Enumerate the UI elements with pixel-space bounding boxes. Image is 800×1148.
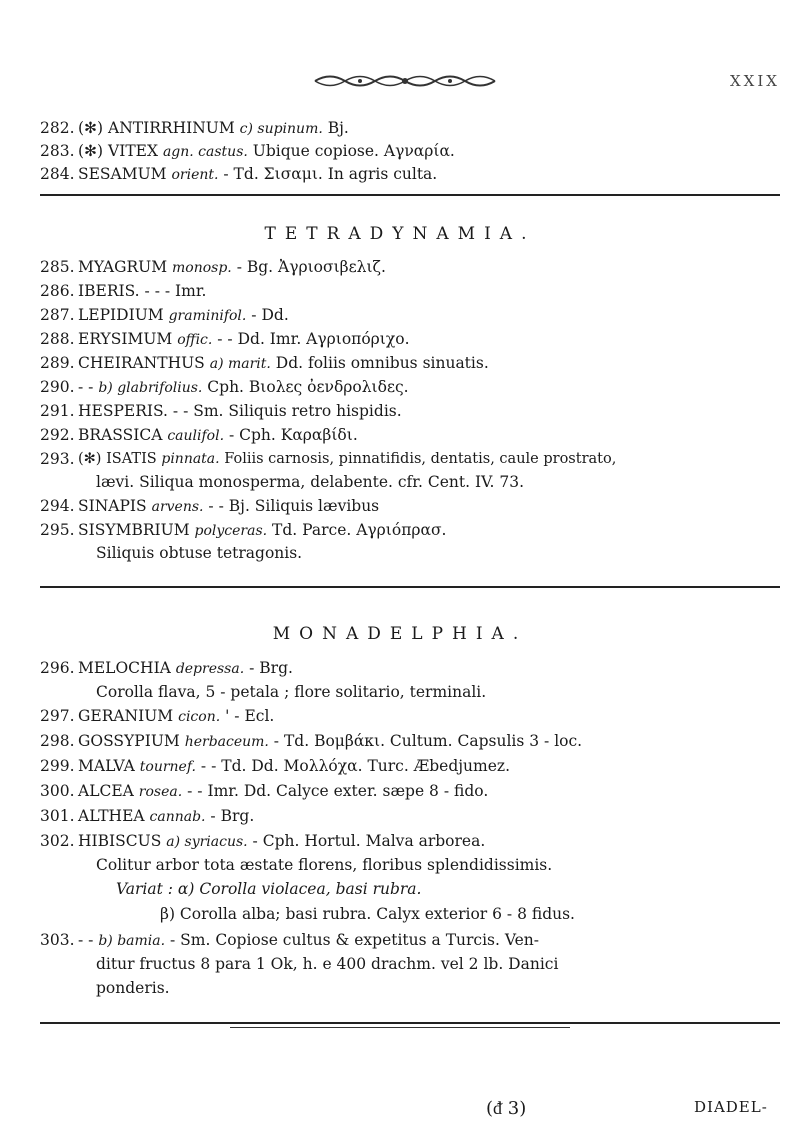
entry-number: 285.	[40, 258, 75, 276]
entry-number: 290.	[40, 378, 75, 396]
entry-line: GOSSYPIUM herbaceum. - Td. Βομβάκι. Cultum. Capsulis 3 - loc.	[78, 732, 583, 750]
entry-number: 293.	[40, 450, 75, 468]
entry-line: ALTHEA cannab. - Brg.	[78, 807, 255, 825]
entry-number: 302.	[40, 832, 75, 850]
entry-number: 303.	[40, 931, 75, 949]
entry-line: LEPIDIUM graminifol. - Dd.	[78, 306, 289, 324]
entry-continuation: Siliquis obtuse tetragonis.	[96, 544, 303, 562]
entry-line: - - b) glabrifolius. Cph. Βιολες ὀενδρολιδες.	[78, 378, 409, 396]
entry-line: ERYSIMUM offic. - - Dd. Imr. Αγριοπόριχο.	[78, 330, 410, 348]
entry-continuation: β) Corolla alba; basi rubra. Calyx exterior 6 - 8 fidus.	[160, 905, 575, 923]
entry-number: 283.	[40, 142, 75, 160]
footer-divider	[40, 1022, 780, 1024]
entry-number: 289.	[40, 354, 75, 372]
entry-line: BRASSICA caulifol. - Cph. Καραβίδι.	[78, 426, 358, 444]
entry-line: SESAMUM orient. - Td. Σισαμι. In agris culta.	[78, 165, 438, 183]
entry-continuation: ditur fructus 8 para 1 Ok, h. e 400 drachm. vel 2 lb. Danici	[96, 955, 559, 973]
signature-mark: (ᵭ 3)	[486, 1098, 527, 1119]
entry-line: HIBISCUS a) syriacus. - Cph. Hortul. Malva arborea.	[78, 832, 486, 850]
entry-number: 282.	[40, 119, 75, 137]
entry-number: 291.	[40, 402, 75, 420]
catchword: DIADEL-	[694, 1098, 768, 1116]
section-divider	[40, 586, 780, 588]
section-heading: MONADELPHIA.	[272, 624, 528, 644]
entry-line: GERANIUM cicon. ' - Ecl.	[78, 707, 275, 725]
entry-number: 299.	[40, 757, 75, 775]
entry-number: 288.	[40, 330, 75, 348]
entry-line: SISYMBRIUM polyceras. Td. Parce. Αγριόπρασ.	[78, 521, 447, 539]
entry-continuation: Variat : α) Corolla violacea, basi rubra.	[116, 880, 422, 898]
entry-line: MELOCHIA depressa. - Brg.	[78, 659, 293, 677]
entry-line: SINAPIS arvens. - - Bj. Siliquis lævibus	[78, 497, 380, 515]
entry-line: (✻) VITEX agn. castus. Ubique copiose. Αγναρία.	[78, 142, 455, 160]
entry-number: 297.	[40, 707, 75, 725]
entry-continuation: Corolla flava, 5 - petala ; flore solitario, terminali.	[96, 683, 487, 701]
entry-number: 286.	[40, 282, 75, 300]
entry-number: 296.	[40, 659, 75, 677]
entry-line: - - b) bamia. - Sm. Copiose cultus & expetitus a Turcis. Ven-	[78, 931, 540, 949]
entry-continuation: ponderis.	[96, 979, 170, 997]
entry-continuation: lævi. Siliqua monosperma, delabente. cfr. Cent. IV. 73.	[96, 473, 525, 491]
section-divider	[40, 194, 780, 196]
entry-number: 295.	[40, 521, 75, 539]
entry-line: MALVA tournef. - - Td. Dd. Μολλόχα. Turc. Æbedjumez.	[78, 757, 511, 775]
entry-line: HESPERIS. - - Sm. Siliquis retro hispidis.	[78, 402, 402, 420]
entry-line: (✻) ISATIS pinnata. Foliis carnosis, pinnatifidis, dentatis, caule prostrato,	[78, 451, 617, 467]
entry-line: CHEIRANTHUS a) marit. Dd. foliis omnibus sinuatis.	[78, 354, 489, 372]
entry-continuation: Colitur arbor tota æstate florens, floribus splendidissimis.	[96, 856, 553, 874]
entry-line: ALCEA rosea. - - Imr. Dd. Calyce exter. sæpe 8 - fido.	[78, 782, 489, 800]
decorative-ornament-icon	[310, 70, 500, 92]
footer-divider-thin	[230, 1027, 570, 1028]
entry-number: 294.	[40, 497, 75, 515]
entry-number: 300.	[40, 782, 75, 800]
entry-line: MYAGRUM monosp. - Bg. Ἀγριοσιβελιζ.	[78, 258, 386, 276]
entry-number: 292.	[40, 426, 75, 444]
entry-number: 284.	[40, 165, 75, 183]
entry-number: 287.	[40, 306, 75, 324]
entry-number: 298.	[40, 732, 75, 750]
entry-line: IBERIS. - - - Imr.	[78, 282, 207, 300]
section-heading: TETRADYNAMIA.	[264, 224, 536, 244]
page-number: XXIX	[730, 72, 780, 90]
entry-line: (✻) ANTIRRHINUM c) supinum. Bj.	[78, 119, 349, 137]
entry-number: 301.	[40, 807, 75, 825]
